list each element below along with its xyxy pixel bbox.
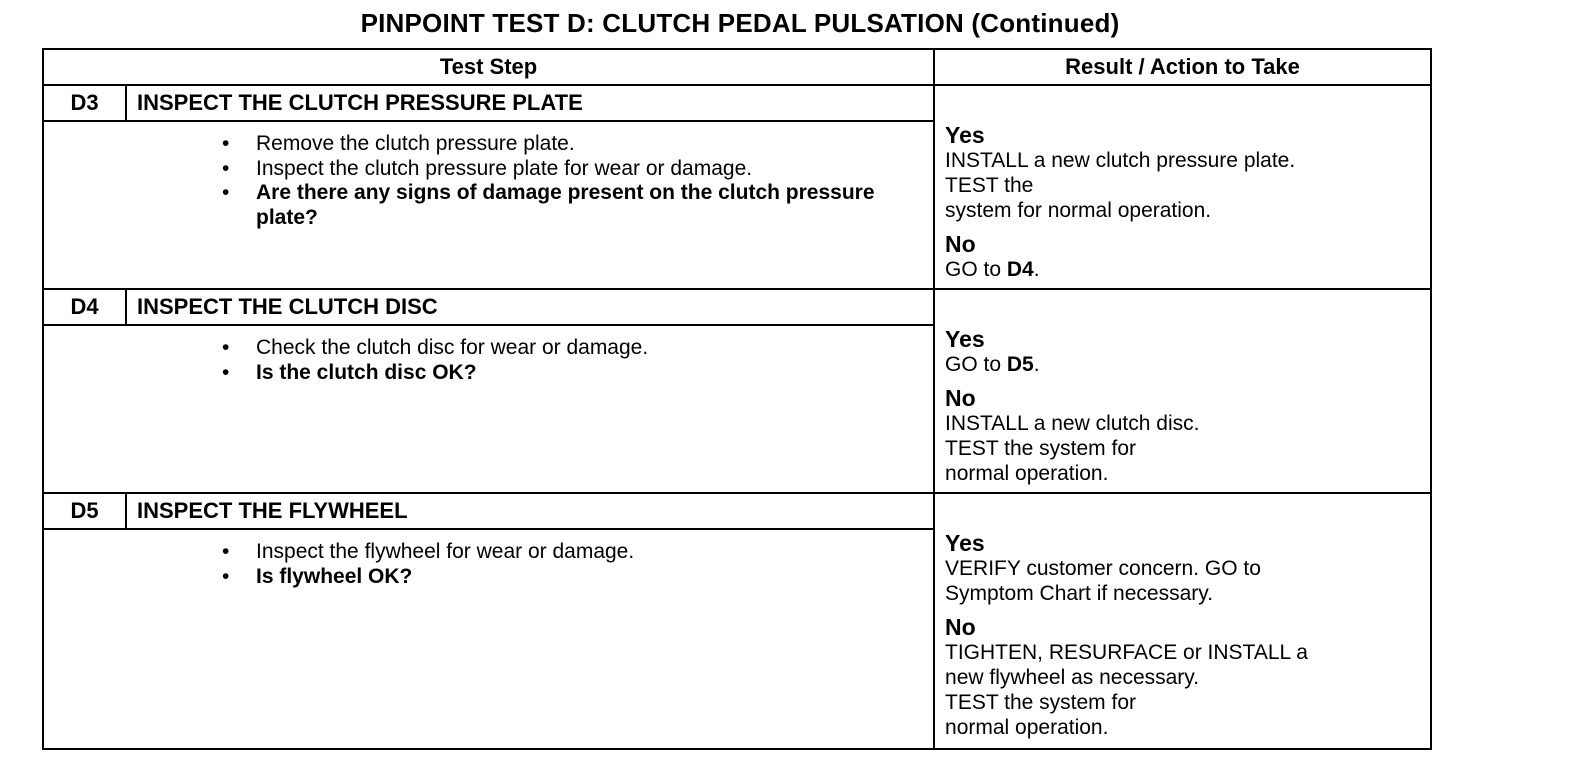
page-title: PINPOINT TEST D: CLUTCH PEDAL PULSATION (Continued) bbox=[360, 8, 1120, 38]
checklist-item bbox=[218, 181, 933, 230]
checklist-item-text: Are there any signs of damage present on the clutch pressure plate? bbox=[256, 181, 875, 229]
go-to-step-link[interactable]: D5 bbox=[1006, 353, 1034, 376]
step-title: INSPECT THE CLUTCH DISC bbox=[126, 289, 934, 325]
step-id-spacer bbox=[43, 529, 126, 749]
no-action-line: normal operation. bbox=[945, 462, 1109, 485]
bullet-icon: • bbox=[222, 336, 230, 359]
yes-label: Yes bbox=[945, 530, 985, 556]
checklist-item-text: Is flywheel OK? bbox=[256, 564, 413, 588]
go-to-step-link[interactable]: D4 bbox=[1006, 258, 1034, 281]
no-action-line: new flywheel as necessary. bbox=[945, 666, 1200, 689]
bullet-icon: • bbox=[222, 540, 230, 563]
step-id-spacer bbox=[43, 325, 126, 493]
step-title: INSPECT THE CLUTCH PRESSURE PLATE bbox=[126, 85, 934, 121]
pinpoint-test-table bbox=[42, 48, 1432, 750]
no-action-line: TEST the system for bbox=[945, 437, 1137, 460]
step-checklist bbox=[126, 530, 933, 589]
step-d3-body bbox=[126, 121, 934, 289]
no-action-line: normal operation. bbox=[945, 716, 1109, 739]
no-action-line bbox=[945, 257, 1430, 282]
header-row bbox=[43, 49, 1431, 85]
step-id: D4 bbox=[43, 289, 126, 325]
no-action-suffix: . bbox=[1033, 258, 1040, 281]
checklist-item-text: Inspect the clutch pressure plate for wear or damage. bbox=[256, 156, 753, 180]
step-d5-result bbox=[934, 493, 1431, 749]
yes-action-line: TEST the bbox=[945, 174, 1034, 197]
step-id: D5 bbox=[43, 493, 126, 529]
step-d4-title-row bbox=[43, 289, 1431, 325]
bullet-icon: • bbox=[222, 564, 230, 588]
no-action-text: GO to bbox=[945, 258, 1007, 281]
bullet-icon: • bbox=[222, 181, 230, 204]
yes-action-line: system for normal operation. bbox=[945, 199, 1212, 222]
checklist-item-text: Check the clutch disc for wear or damage. bbox=[256, 336, 649, 359]
checklist-item bbox=[218, 540, 933, 565]
step-id: D3 bbox=[43, 85, 126, 121]
yes-action-text: GO to bbox=[945, 353, 1007, 376]
no-action-line: TEST the system for bbox=[945, 691, 1137, 714]
no-label: No bbox=[945, 385, 976, 411]
no-action-line: INSTALL a new clutch disc. bbox=[945, 412, 1200, 435]
checklist-item-text: Is the clutch disc OK? bbox=[256, 360, 477, 384]
bullet-icon: • bbox=[222, 360, 230, 384]
no-label: No bbox=[945, 231, 976, 257]
yes-action-line: INSTALL a new clutch pressure plate. bbox=[945, 149, 1296, 172]
yes-action-suffix: . bbox=[1033, 353, 1040, 376]
yes-action-line: Symptom Chart if necessary. bbox=[945, 582, 1214, 605]
step-d5-body bbox=[126, 529, 934, 749]
step-d3-title-row bbox=[43, 85, 1431, 121]
checklist-item bbox=[218, 565, 933, 590]
checklist-item bbox=[218, 336, 933, 361]
yes-label: Yes bbox=[945, 122, 985, 148]
checklist-item-text: Inspect the flywheel for wear or damage. bbox=[256, 540, 635, 563]
step-title: INSPECT THE FLYWHEEL bbox=[126, 493, 934, 529]
checklist-item bbox=[218, 132, 933, 157]
yes-label: Yes bbox=[945, 326, 985, 352]
step-d4-body bbox=[126, 325, 934, 493]
step-id-spacer bbox=[43, 121, 126, 289]
header-result-action: Result / Action to Take bbox=[934, 49, 1431, 85]
checklist-item bbox=[218, 157, 933, 182]
bullet-icon: • bbox=[222, 156, 230, 180]
checklist-item-text: Remove the clutch pressure plate. bbox=[256, 132, 575, 155]
checklist-item bbox=[218, 361, 933, 386]
step-d3-result bbox=[934, 85, 1431, 289]
step-checklist bbox=[126, 122, 933, 230]
step-checklist bbox=[126, 326, 933, 385]
no-label: No bbox=[945, 614, 976, 640]
step-d4-result bbox=[934, 289, 1431, 493]
yes-action-line: VERIFY customer concern. GO to bbox=[945, 557, 1261, 580]
step-d5-title-row bbox=[43, 493, 1431, 529]
header-test-step: Test Step bbox=[43, 49, 934, 85]
no-action-line: TIGHTEN, RESURFACE or INSTALL a bbox=[945, 641, 1308, 664]
yes-action-line bbox=[945, 352, 1430, 377]
bullet-icon: • bbox=[222, 132, 230, 155]
